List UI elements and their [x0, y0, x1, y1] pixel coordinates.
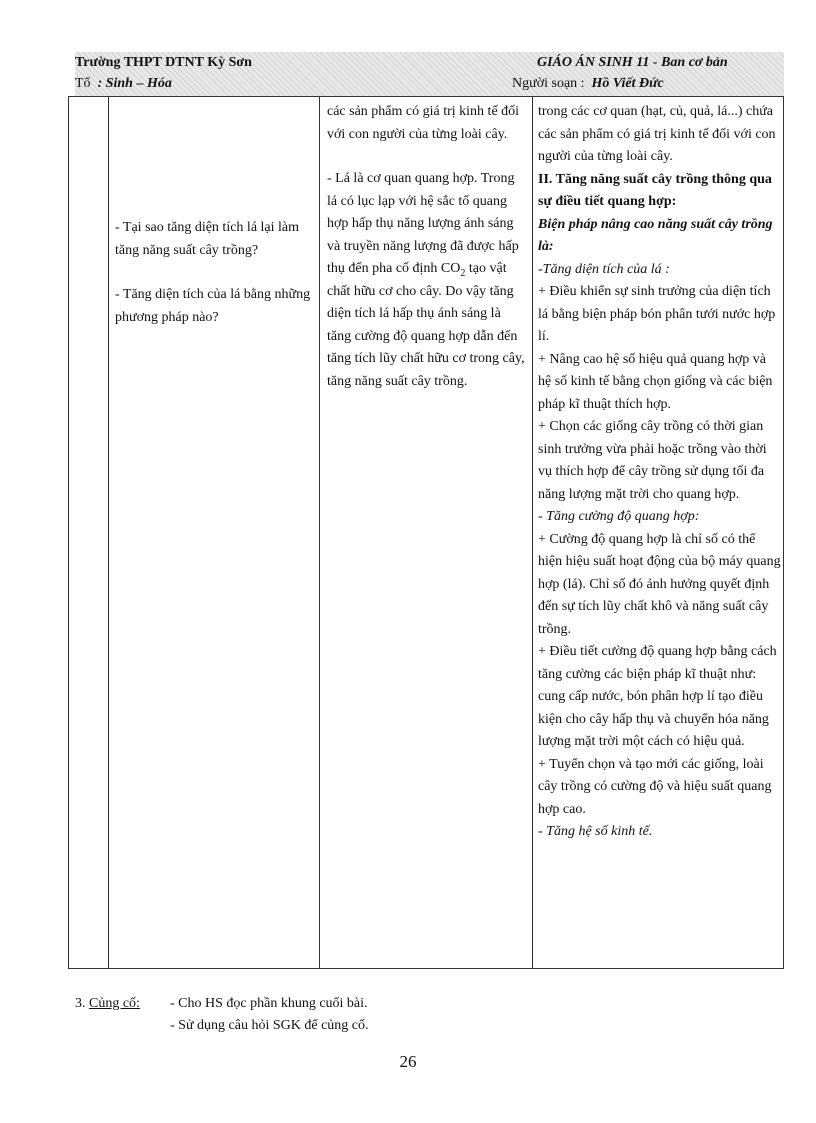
department-label: Tổ	[75, 76, 91, 91]
answer-leaf	[327, 168, 527, 393]
teacher-questions-cell	[115, 217, 315, 329]
question-leaf-methods: - Tăng diện tích của lá bằng những phương pháp nào?	[115, 287, 311, 325]
intensity-item: + Cường độ quang hợp là chỉ số có thể hiện hiệu suất hoạt động của bộ máy quang hợp (lá). Chỉ số đó ảnh hưởng quyết định đến sự tích lũy chất khô và năng suất cây trồng.	[538, 531, 781, 637]
leaf-area-title: -Tăng diện tích của lá :	[538, 261, 670, 277]
leaf-area-item: + Điều khiển sự sinh trưởng của diện tích lá bằng biện pháp bón phân tưới nước hợp lí.	[538, 284, 776, 344]
consolidation-line-1	[75, 993, 369, 1015]
consolidation-item: - Cho HS đọc phần khung cuối bài.	[170, 996, 368, 1011]
answer-leaf-text-b: tạo vật chất hữu cơ cho cây. Do vậy tăng diện tích lá hấp thụ ánh sáng là tăng cường độ quang hợp dẫn đến tăng tích lũy chất hữu cơ trong cây, tăng năng suất cây trồng.	[327, 261, 525, 389]
author-label: Người soạn :	[512, 76, 585, 91]
page-header	[75, 52, 784, 97]
section-title: II. Tăng năng suất cây trồng thông qua sự điều tiết quang hợp:	[538, 171, 772, 209]
consolidation-section	[75, 993, 369, 1037]
measures-title: Biện pháp nâng cao năng suất cây trồng là:	[538, 216, 773, 254]
intensity-item: + Tuyển chọn và tạo mới các giống, loài cây trồng có cường độ và hiệu suất quang hợp cao.	[538, 756, 772, 817]
department-name: : Sinh – Hóa	[97, 76, 172, 91]
author-name: Hồ Viết Đức	[591, 76, 664, 91]
table-divider	[319, 96, 320, 969]
consolidation-label: Củng cố:	[89, 996, 140, 1011]
author-line	[512, 76, 664, 92]
school-name: Trường THPT DTNT Kỳ Sơn	[75, 55, 252, 70]
table-divider	[532, 96, 533, 969]
content-cell	[538, 101, 781, 844]
consolidation-label-wrap	[75, 993, 170, 1015]
consolidation-item: - Sử dụng câu hỏi SGK để củng cố.	[170, 1018, 369, 1033]
answer-leaf-text-a: - Lá là cơ quan quang hợp. Trong lá có lục lạp với hệ sắc tố quang hợp hấp thụ năng lượng ánh sáng và truyền năng lượng đã được hấp thụ đến pha cố định CO	[327, 171, 519, 276]
leaf-area-item: + Nâng cao hệ số hiệu quả quang hợp và hệ số kinh tế bằng chọn giống và các biện pháp kĩ thuật thích hợp.	[538, 351, 773, 412]
leaf-area-item: + Chọn các giống cây trồng có thời gian sinh trưởng vừa phải hoặc trồng vào thời vụ thích hợp để cây trồng sử dụng tối đa năng lượng mặt trời cho quang hợp.	[538, 419, 767, 502]
intensity-item: + Điều tiết cường độ quang hợp bằng cách tăng cường các biện pháp kĩ thuật như: cung cấp nước, bón phân hợp lí tạo điều kiện cho cây hấp thụ và chuyển hóa năng lượng mặt trời một cách có hiệu quả.	[538, 644, 777, 749]
table-divider	[108, 96, 109, 969]
content-top: trong các cơ quan (hạt, củ, quả, lá...) chứa các sản phẩm có giá trị kinh tế đối với con người của từng loài cây.	[538, 104, 776, 164]
answer-top: các sản phẩm có giá trị kinh tế đối với con người của từng loài cây.	[327, 104, 520, 142]
co2-subscript: 2	[460, 267, 466, 279]
consolidation-number: 3.	[75, 996, 86, 1011]
intensity-title: - Tăng cường độ quang hợp:	[538, 509, 700, 524]
page-number: 26	[399, 1052, 417, 1071]
lesson-plan-title: GIÁO ÁN SINH 11 - Ban cơ bản	[537, 55, 728, 70]
economic-coefficient-title: - Tăng hệ số kinh tế.	[538, 824, 653, 839]
student-answers-cell	[327, 101, 527, 393]
department-line	[75, 76, 172, 92]
question-leaf-area: - Tại sao tăng diện tích lá lại làm tăng năng suất cây trồng?	[115, 220, 300, 258]
